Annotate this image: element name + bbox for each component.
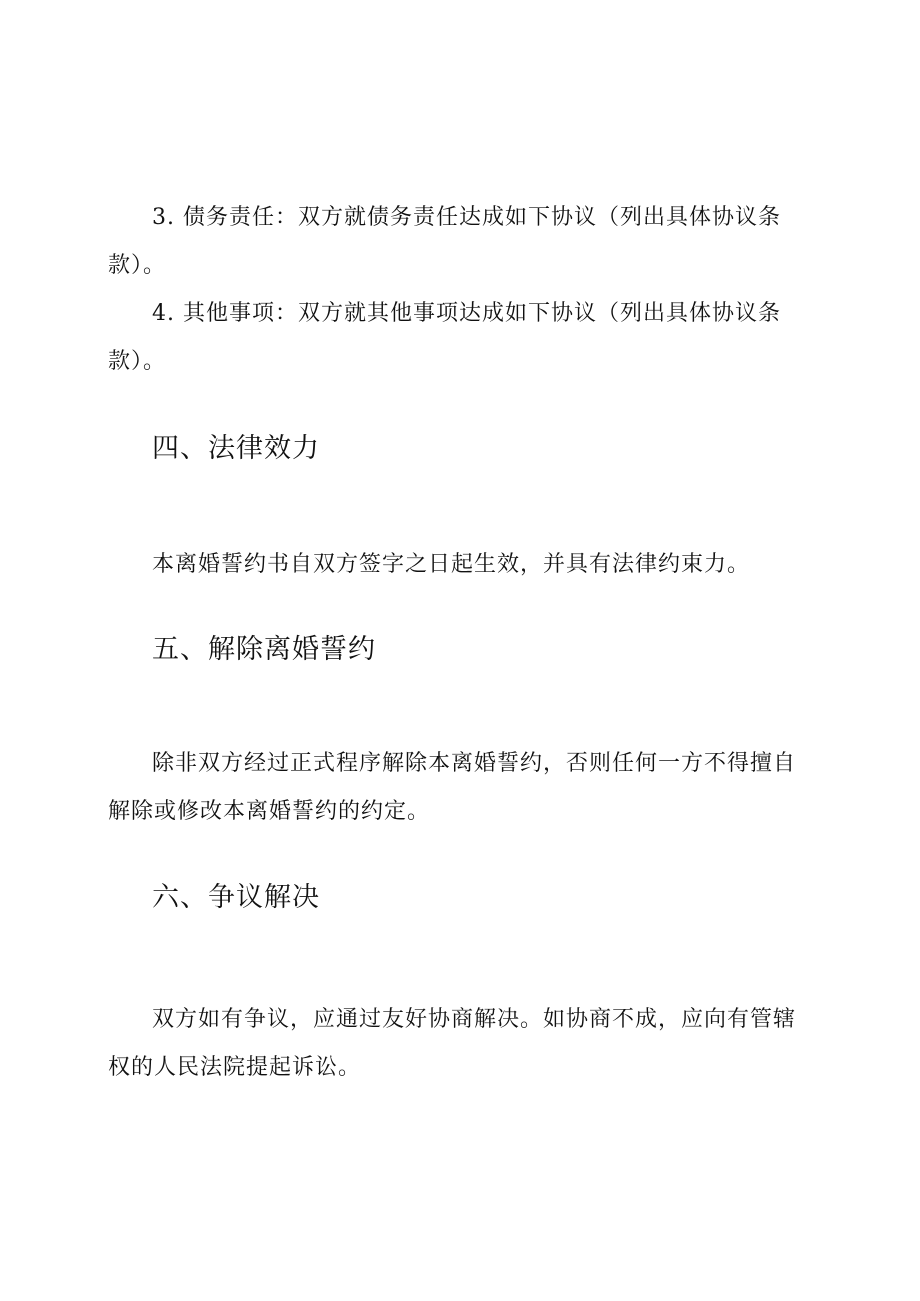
agreement-item-debt: 3. 债务责任：双方就债务责任达成如下协议（列出具体协议条款）。 xyxy=(108,205,781,278)
section-heading-legal-effect: 四、法律效力 xyxy=(152,433,320,464)
section-body-termination: 除非双方经过正式程序解除本离婚誓约，否则任何一方不得擅自解除或修改本离婚誓约的约定。 xyxy=(108,751,797,824)
section-body-legal-effect: 本离婚誓约书自双方签字之日起生效，并具有法律约束力。 xyxy=(152,552,751,577)
section-heading-termination: 五、解除离婚誓约 xyxy=(152,634,376,665)
agreement-item-other: 4. 其他事项：双方就其他事项达成如下协议（列出具体协议条款）。 xyxy=(108,301,781,374)
section-body-dispute-resolution: 双方如有争议，应通过友好协商解决。如协商不成，应向有管辖权的人民法院提起诉讼。 xyxy=(108,1007,797,1080)
section-heading-dispute-resolution: 六、争议解决 xyxy=(152,882,320,913)
